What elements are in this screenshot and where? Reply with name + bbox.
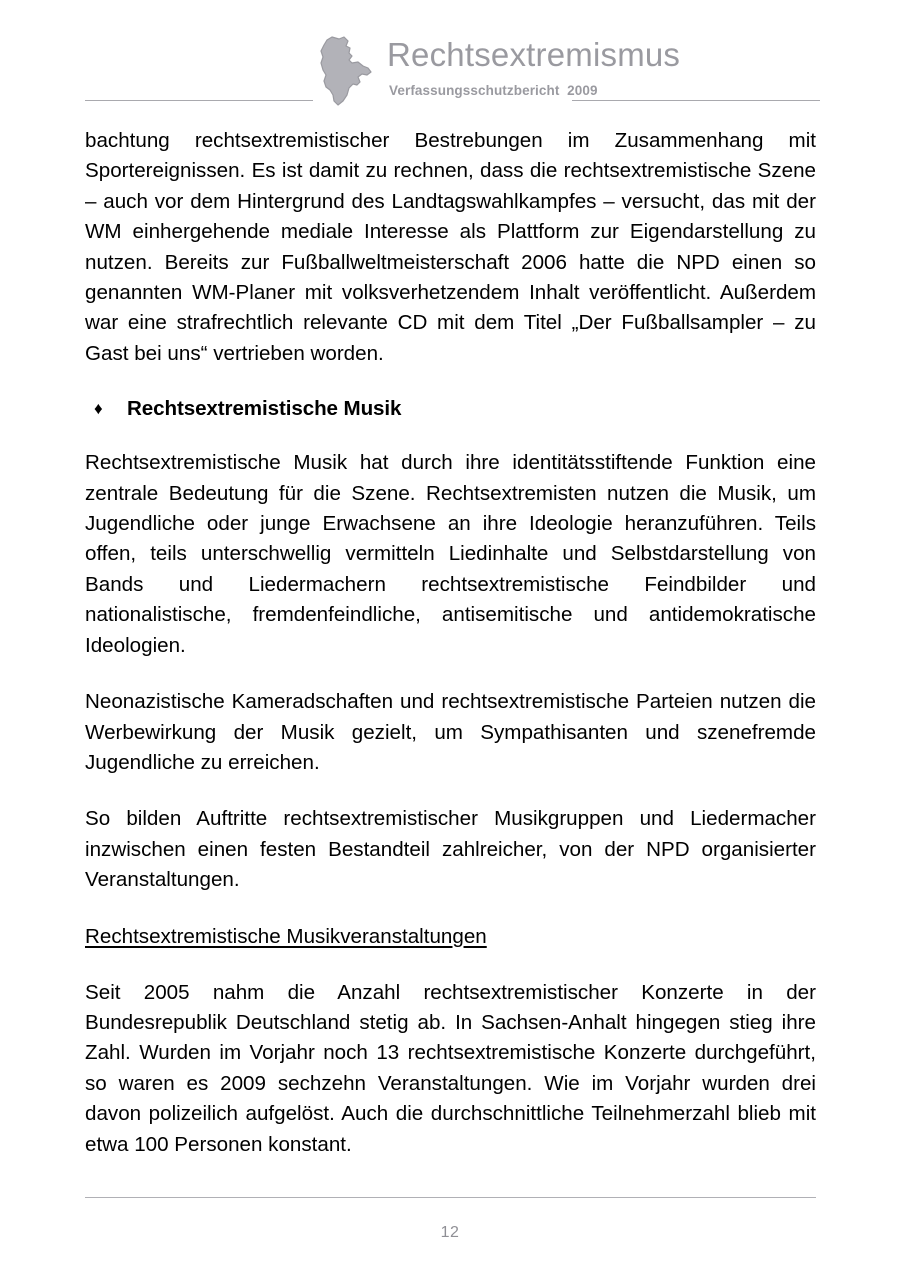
paragraph-musik-funktion: Rechtsextremistische Musik hat durch ihre identitätsstiftende Funktion eine zentrale Bedeutung für die Szene. Rechtsextremisten nutzen die Musik, um Jugendliche oder junge Erwachsene an ihre Ideologie heranzuführen. Teils offen, teils unterschwellig vermitteln Liedinhalte und Selbstdarstellung von Bands und Liedermachern rechtsextremistische Feindbilder und nationalistische, fremdenfeindliche, antisemitische und antidemokratische Ideologien. — [85, 451, 816, 657]
header-rule-left — [85, 100, 313, 101]
paragraph-sport-events: bachtung rechtsextremistischer Bestrebungen im Zusammenhang mit Sportereignissen. Es ist damit zu rechnen, dass die rechtsextremistische Szene – auch vor dem Hintergrund des Landtagswahlkampfes – versucht, das mit der WM einhergehende mediale Interesse als Plattform zur Eigendarstellung zu nutzen. Bereits zur Fußballweltmeisterschaft 2006 hatte die NPD einen so genannten WM-Planer mit volksverhetzendem Inhalt veröffentlicht. Außerdem war eine strafrechtlich relevante CD mit dem Titel „Der Fußballsampler – zu Gast bei uns“ vertrieben worden. — [85, 129, 816, 365]
page-footer — [0, 1182, 900, 1272]
report-subtitle: Verfassungsschutzbericht 2009 — [389, 83, 598, 98]
page-header — [0, 0, 900, 118]
heading-rechtsextremistische-musik — [85, 395, 816, 423]
saxony-anhalt-map-icon — [313, 35, 373, 107]
document-body — [85, 126, 816, 1186]
header-inner — [85, 30, 820, 110]
diamond-bullet-icon: ♦ — [94, 399, 103, 419]
subheading-musikveranstaltungen: Rechtsextremistische Musikveranstaltungen — [85, 924, 487, 948]
report-title: Rechtsextremismus — [387, 36, 681, 73]
paragraph-auftritte: So bilden Auftritte rechtsextremistischer Musikgruppen und Liedermacher inzwischen einen festen Bestandteil zahlreicher, von der NPD organisierter Veranstaltungen. — [85, 807, 816, 892]
heading-label: Rechtsextremistische Musik — [127, 397, 402, 421]
page-number: 12 — [440, 1224, 460, 1241]
paragraph-konzerte-statistik: Seit 2005 nahm die Anzahl rechtsextremistischer Konzerte in der Bundesrepublik Deutschland stetig ab. In Sachsen-Anhalt hingegen stieg ihre Zahl. Wurden im Vorjahr noch 13 rechtsextremistische Konzerte durchgeführt, so waren es 2009 sechzehn Veranstaltungen. Wie im Vorjahr wurden drei davon polizeilich aufgelöst. Auch die durchschnittliche Teilnehmerzahl blieb mit etwa 100 Personen konstant. — [85, 980, 816, 1156]
footer-rule — [85, 1197, 816, 1198]
header-rule-right — [572, 100, 820, 101]
paragraph-kameradschaften: Neonazistische Kameradschaften und rechtsextremistische Parteien nutzen die Werbewirkung der Musik gezielt, um Sympathisanten und szenefremde Jugendliche zu erreichen. — [85, 690, 816, 774]
